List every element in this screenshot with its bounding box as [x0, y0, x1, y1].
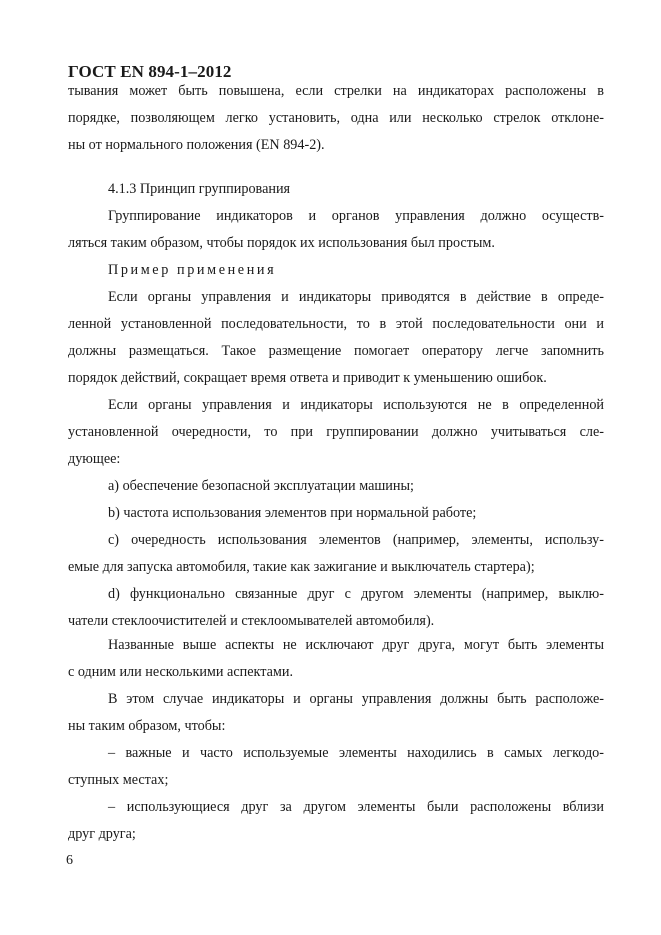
text-line: чатели стеклоочистителей и стеклоомывателей автомобиля). [68, 613, 435, 629]
text-line: должны размещаться. Такое размещение помогает оператору легче запомнить [68, 343, 604, 359]
text-line: ны от нормального положения (EN 894-2). [68, 137, 325, 153]
text-line: Если органы управления и индикаторы используются не в определенной [108, 397, 604, 413]
text-line: Если органы управления и индикаторы приводятся в действие в опреде- [108, 289, 604, 305]
list-item: d) функционально связанные друг с другом элементы (например, выклю- [108, 586, 604, 602]
text-line: порядок действий, сокращает время ответа и приводит к уменьшению ошибок. [68, 370, 547, 386]
text-line: ляться таким образом, чтобы порядок их использования был простым. [68, 235, 495, 251]
text-line: тывания может быть повышена, если стрелки на индикаторах расположены в [68, 83, 604, 99]
text-line: дующее: [68, 451, 121, 467]
text-line: друг друга; [68, 826, 136, 842]
page-number: 6 [66, 853, 73, 868]
text-line: емые для запуска автомобиля, такие как зажигание и выключатель стартера); [68, 559, 535, 575]
list-item: c) очередность использования элементов (например, элементы, использу- [108, 532, 604, 548]
section-heading: 4.1.3 Принцип группирования [108, 181, 291, 197]
text-line: Названные выше аспекты не исключают друг друга, могут быть элементы [108, 637, 604, 653]
text-line: установленной очередности, то при группировании должно учитываться сле- [68, 424, 604, 440]
text-line: ступных местах; [68, 772, 169, 788]
text-line: с одним или несколькими аспектами. [68, 664, 294, 680]
list-item: b) частота использования элементов при нормальной работе; [108, 505, 477, 521]
text-line: В этом случае индикаторы и органы управления должны быть расположе- [108, 691, 604, 707]
example-label: Пример применения [108, 262, 277, 278]
list-item: – использующиеся друг за другом элементы были расположены вблизи [108, 799, 604, 815]
text-line: ны таким образом, чтобы: [68, 718, 226, 734]
text-line: ленной установленной последовательности, то в этой последовательности они и [68, 316, 604, 332]
list-item: – важные и часто используемые элементы находились в самых легкодо- [108, 745, 604, 761]
list-item: a) обеспечение безопасной эксплуатации машины; [108, 478, 414, 494]
document-header: ГОСТ EN 894-1–2012 [68, 62, 232, 81]
text-line: порядке, позволяющем легко установить, одна или несколько стрелок отклоне- [68, 110, 604, 126]
text-line: Группирование индикаторов и органов управления должно осуществ- [108, 208, 604, 224]
